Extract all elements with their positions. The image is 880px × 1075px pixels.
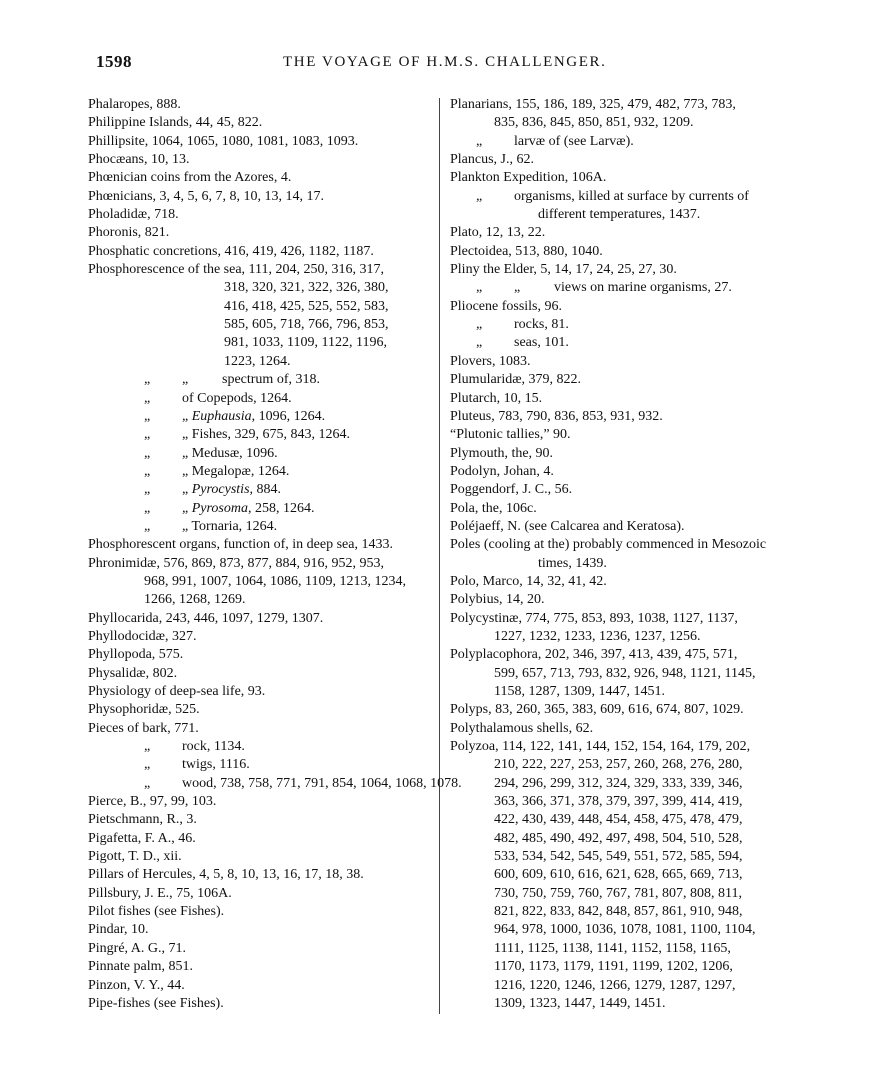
ditto-mark: „ (144, 445, 151, 461)
index-heading: Phyllocarida, 243, 446, 1097, 1279, 1307. (88, 610, 324, 626)
index-heading: Pillars of Hercules, 4, 5, 8, 10, 13, 16, 17, 18, 38. (88, 867, 364, 883)
index-entry (88, 775, 462, 793)
index-entry (450, 371, 798, 389)
index-entry (450, 463, 798, 481)
column-divider (439, 98, 440, 1014)
index-entry (88, 224, 432, 242)
index-continuation: 1216, 1220, 1246, 1266, 1279, 1287, 1297, (494, 977, 736, 993)
subentry-text: spectrum of, 318. (222, 372, 320, 388)
index-heading: Poggendorf, J. C., 56. (450, 482, 573, 498)
subentry-text: twigs, 1116. (182, 757, 250, 773)
ditto-mark: „ (514, 280, 521, 296)
index-continuation: 1227, 1232, 1233, 1236, 1237, 1256. (494, 628, 701, 644)
index-continuation: 599, 657, 713, 793, 832, 926, 948, 1121, 1145, (494, 665, 756, 681)
index-heading: Polythalamous shells, 62. (450, 720, 594, 736)
index-continuation: 533, 534, 542, 545, 549, 551, 572, 585, 594, (494, 849, 743, 865)
ditto-mark: „ (476, 335, 483, 351)
index-entry (88, 390, 432, 408)
index-heading: Pigafetta, F. A., 46. (88, 830, 196, 846)
italic-term: Euphausia (191, 408, 252, 424)
index-continuation: 821, 822, 833, 842, 848, 857, 861, 910, 948, (494, 904, 743, 920)
index-heading: Phyllodocidæ, 327. (88, 628, 197, 644)
index-heading: Pieces of bark, 771. (88, 720, 199, 736)
index-subentry (88, 463, 432, 481)
index-heading: Phronimidæ, 576, 869, 873, 877, 884, 916, 952, 953, (88, 555, 384, 571)
index-entry (450, 573, 798, 591)
index-heading: Podolyn, Johan, 4. (450, 463, 554, 479)
index-heading: Pilot fishes (see Fishes). (88, 904, 225, 920)
ditto-mark: „ (476, 188, 483, 204)
index-heading: Phoronis, 821. (88, 225, 170, 241)
index-entry (450, 279, 798, 297)
index-heading: “Plutonic tallies,” 90. (450, 427, 571, 443)
index-subentry (88, 775, 462, 793)
index-subentry (88, 518, 432, 536)
index-continuation: 968, 991, 1007, 1064, 1086, 1109, 1213, 1234, (144, 573, 406, 589)
index-continuation: 1309, 1323, 1447, 1449, 1451. (494, 995, 666, 1011)
index-continuation: 1223, 1264. (224, 353, 291, 369)
ditto-mark: „ (144, 408, 151, 424)
index-heading: Pluteus, 783, 790, 836, 853, 931, 932. (450, 408, 663, 424)
subentry-text: Tornaria, 1264. (191, 518, 278, 534)
subentry-text: larvæ of (see Larvæ). (514, 133, 634, 149)
index-entry (450, 610, 798, 647)
index-column-left (88, 96, 462, 1013)
subentry-text: , 258, 1264. (247, 500, 315, 516)
index-heading: Physophoridæ, 525. (88, 702, 200, 718)
index-entry (88, 830, 432, 848)
index-entry (88, 995, 432, 1013)
ditto-mark: „ (476, 280, 483, 296)
index-entry (88, 151, 432, 169)
index-heading: Pholadidæ, 718. (88, 207, 179, 223)
index-entry (88, 408, 432, 426)
running-title: THE VOYAGE OF H.M.S. CHALLENGER. (283, 54, 607, 70)
index-entry (450, 188, 798, 225)
index-continuation: 1266, 1268, 1269. (144, 592, 246, 608)
index-entry (450, 445, 798, 463)
index-entry (450, 261, 798, 279)
ditto-mark: „ (144, 739, 151, 755)
index-entry (450, 408, 798, 426)
subentry-text: of Copepods, 1264. (182, 390, 292, 406)
ditto-mark: „ (476, 133, 483, 149)
ditto-mark: „ (182, 408, 192, 424)
subentry-text: seas, 101. (514, 335, 569, 351)
index-heading: Polyplacophora, 202, 346, 397, 413, 439, 475, 571, (450, 647, 738, 663)
index-heading: Pliocene fossils, 96. (450, 298, 562, 314)
index-entry (450, 646, 798, 701)
index-entry (88, 921, 432, 939)
index-entry (88, 206, 432, 224)
index-entry (88, 866, 432, 884)
index-entry (450, 224, 798, 242)
index-heading: Pola, the, 106c. (450, 500, 537, 516)
ditto-mark: „ (144, 427, 151, 443)
index-entry (450, 481, 798, 499)
index-continuation: 482, 485, 490, 492, 497, 498, 504, 510, 528, (494, 830, 743, 846)
index-entry (88, 720, 432, 738)
subentry-text: , 884. (249, 482, 282, 498)
index-heading: Pipe-fishes (see Fishes). (88, 995, 224, 1011)
subentry-text: Medusæ, 1096. (191, 445, 278, 461)
ditto-mark: „ (182, 463, 192, 479)
index-continuation: 981, 1033, 1109, 1122, 1196, (224, 335, 387, 351)
index-column-right (450, 96, 798, 1013)
ditto-mark: „ (144, 500, 151, 516)
index-heading: Plumularidæ, 379, 822. (450, 372, 582, 388)
ditto-mark: „ (144, 775, 151, 791)
index-continuation: 363, 366, 371, 378, 379, 397, 399, 414, 419, (494, 794, 743, 810)
subentry-text: wood, 738, 758, 771, 791, 854, 1064, 1068, 1078. (182, 775, 462, 791)
index-heading: Phœnician coins from the Azores, 4. (88, 170, 292, 186)
index-heading: Plato, 12, 13, 22. (450, 225, 546, 241)
index-entry (88, 481, 432, 499)
index-heading: Plankton Expedition, 106A. (450, 170, 607, 186)
index-entry (450, 353, 798, 371)
index-entry (450, 738, 798, 1013)
index-entry (88, 848, 432, 866)
index-continuation: 585, 605, 718, 766, 796, 853, (224, 317, 389, 333)
index-heading: Polybius, 14, 20. (450, 592, 545, 608)
index-heading: Phosphorescent organs, function of, in deep sea, 1433. (88, 537, 393, 553)
italic-term: Pyrosoma (191, 500, 248, 516)
index-continuation: 1170, 1173, 1179, 1191, 1199, 1202, 1206, (494, 959, 733, 975)
index-heading: Plymouth, the, 90. (450, 445, 554, 461)
subentry-text: Megalopæ, 1264. (191, 463, 290, 479)
index-continuation: 210, 222, 227, 253, 257, 260, 268, 276, 280, (494, 757, 743, 773)
index-heading: Phyllopoda, 575. (88, 647, 184, 663)
ditto-mark: „ (144, 482, 151, 498)
index-subentry (88, 500, 432, 518)
index-heading: Plancus, J., 62. (450, 152, 534, 168)
index-subentry (88, 408, 432, 426)
index-heading: Pigott, T. D., xii. (88, 849, 182, 865)
index-entry (450, 426, 798, 444)
ditto-mark: „ (182, 482, 192, 498)
index-subentry (88, 756, 432, 774)
ditto-mark: „ (182, 372, 189, 388)
ditto-mark: „ (182, 445, 192, 461)
index-entry (88, 738, 432, 756)
index-entry (450, 96, 798, 133)
index-heading: Physalidæ, 802. (88, 665, 178, 681)
index-heading: Pinzon, V. Y., 44. (88, 977, 185, 993)
index-entry (450, 591, 798, 609)
index-heading: Phœnicians, 3, 4, 5, 6, 7, 8, 10, 13, 14, 17. (88, 188, 325, 204)
index-heading: Pliny the Elder, 5, 14, 17, 24, 25, 27, 30. (450, 262, 677, 278)
index-entry (450, 169, 798, 187)
index-heading: Polycystinæ, 774, 775, 853, 893, 1038, 1127, 1137, (450, 610, 738, 626)
index-heading: Phosphatic concretions, 416, 419, 426, 1182, 1187. (88, 243, 374, 259)
index-heading: Plectoidea, 513, 880, 1040. (450, 243, 603, 259)
index-heading: Physiology of deep-sea life, 93. (88, 684, 266, 699)
index-entry (88, 555, 432, 610)
ditto-mark: „ (144, 390, 151, 406)
index-entry (88, 169, 432, 187)
index-continuation: 964, 978, 1000, 1036, 1078, 1081, 1100, 1104, (494, 922, 756, 938)
index-entry (88, 940, 432, 958)
index-continuation: 835, 836, 845, 850, 851, 932, 1209. (494, 115, 694, 131)
index-subentry (450, 334, 798, 352)
index-entry (88, 445, 432, 463)
index-entry (450, 133, 798, 151)
index-entry (88, 701, 432, 719)
index-entry (88, 261, 432, 371)
subentry-text: rocks, 81. (514, 317, 569, 333)
index-entry (450, 298, 798, 316)
index-heading: Phalaropes, 888. (88, 97, 181, 112)
index-entry (88, 977, 432, 995)
index-heading: Plutarch, 10, 15. (450, 390, 543, 406)
index-subentry (88, 738, 432, 756)
index-heading: Polo, Marco, 14, 32, 41, 42. (450, 573, 607, 589)
index-entry (88, 958, 432, 976)
index-entry (88, 756, 432, 774)
index-entry (450, 390, 798, 408)
index-continuation: 294, 296, 299, 312, 324, 329, 333, 339, 346, (494, 775, 743, 791)
index-heading: Philippine Islands, 44, 45, 822. (88, 115, 263, 131)
index-heading: Pingré, A. G., 71. (88, 940, 186, 956)
ditto-mark: „ (144, 463, 151, 479)
ditto-mark: „ (182, 500, 192, 516)
index-heading: Pillsbury, J. E., 75, 106A. (88, 885, 232, 901)
subentry-text: views on marine organisms, 27. (554, 280, 732, 296)
index-entry (450, 518, 798, 536)
index-subentry (450, 316, 798, 334)
index-entry (88, 885, 432, 903)
index-entry (88, 371, 432, 389)
index-subentry (88, 390, 432, 408)
index-heading: Polyps, 83, 260, 365, 383, 609, 616, 674, 807, 1029. (450, 702, 744, 718)
index-entry (88, 665, 432, 683)
index-continuation: 730, 750, 759, 760, 767, 781, 807, 808, 811, (494, 885, 742, 901)
index-entry (450, 701, 798, 719)
index-subentry (88, 371, 432, 389)
index-heading: Polyzoa, 114, 122, 141, 144, 152, 154, 164, 179, 202, (450, 739, 751, 755)
index-entry (88, 683, 432, 701)
ditto-mark: „ (144, 372, 151, 388)
ditto-mark: „ (144, 518, 151, 534)
index-subentry (450, 133, 798, 151)
index-heading: Phillipsite, 1064, 1065, 1080, 1081, 1083, 1093. (88, 133, 359, 149)
index-entry (88, 536, 432, 554)
page-number: 1598 (96, 52, 132, 71)
index-subentry (450, 279, 798, 297)
subentry-text: rock, 1134. (182, 739, 245, 755)
index-entry (450, 151, 798, 169)
index-heading: Poles (cooling at the) probably commenced in Mesozoic (450, 537, 767, 553)
index-continuation: different temperatures, 1437. (538, 207, 701, 223)
index-subentry (88, 481, 432, 499)
ditto-mark: „ (476, 317, 483, 333)
index-entry (88, 500, 432, 518)
index-heading: Phosphorescence of the sea, 111, 204, 250, 316, 317, (88, 262, 385, 278)
ditto-mark: „ (144, 757, 151, 773)
index-heading: Planarians, 155, 186, 189, 325, 479, 482, 773, 783, (450, 97, 736, 112)
index-continuation: 422, 430, 439, 448, 454, 458, 475, 478, 479, (494, 812, 743, 828)
index-continuation: 1111, 1125, 1138, 1141, 1152, 1158, 1165, (494, 940, 731, 956)
index-entry (450, 500, 798, 518)
subentry-text: , 1096, 1264. (251, 408, 326, 424)
index-heading: Poléjaeff, N. (see Calcarea and Keratosa). (450, 518, 685, 534)
index-continuation: 318, 320, 321, 322, 326, 380, (224, 280, 389, 296)
index-entry (88, 628, 432, 646)
index-heading: Pindar, 10. (88, 922, 149, 938)
index-heading: Phocæans, 10, 13. (88, 152, 190, 168)
index-entry (88, 646, 432, 664)
index-entry (88, 243, 432, 261)
index-entry (88, 426, 432, 444)
index-entry (88, 463, 432, 481)
index-entry (450, 720, 798, 738)
index-subentry (88, 445, 432, 463)
index-continuation: 600, 609, 610, 616, 621, 628, 665, 669, 713, (494, 867, 743, 883)
ditto-mark: „ (182, 518, 192, 534)
index-heading: Pinnate palm, 851. (88, 959, 193, 975)
subentry-text: organisms, killed at surface by currents of (514, 188, 749, 204)
index-entry (88, 811, 432, 829)
index-continuation: 1158, 1287, 1309, 1447, 1451. (494, 684, 665, 699)
index-heading: Plovers, 1083. (450, 353, 531, 369)
ditto-mark: „ (182, 427, 192, 443)
index-entry (88, 114, 432, 132)
index-entry (88, 133, 432, 151)
index-entry (88, 96, 432, 114)
index-subentry (450, 188, 798, 206)
index-heading: Pierce, B., 97, 99, 103. (88, 794, 217, 810)
index-entry (450, 243, 798, 261)
index-entry (450, 316, 798, 334)
index-heading: Pietschmann, R., 3. (88, 812, 197, 828)
index-entry (88, 610, 432, 628)
index-entry (88, 903, 432, 921)
index-continuation: times, 1439. (538, 555, 607, 571)
index-continuation: 416, 418, 425, 525, 552, 583, (224, 298, 389, 314)
index-entry (450, 334, 798, 352)
index-entry (88, 793, 432, 811)
subentry-text: Fishes, 329, 675, 843, 1264. (191, 427, 351, 443)
index-entry (88, 188, 432, 206)
italic-term: Pyrocystis (191, 482, 250, 498)
index-entry (88, 518, 432, 536)
index-subentry (88, 426, 432, 444)
index-entry (450, 536, 798, 573)
